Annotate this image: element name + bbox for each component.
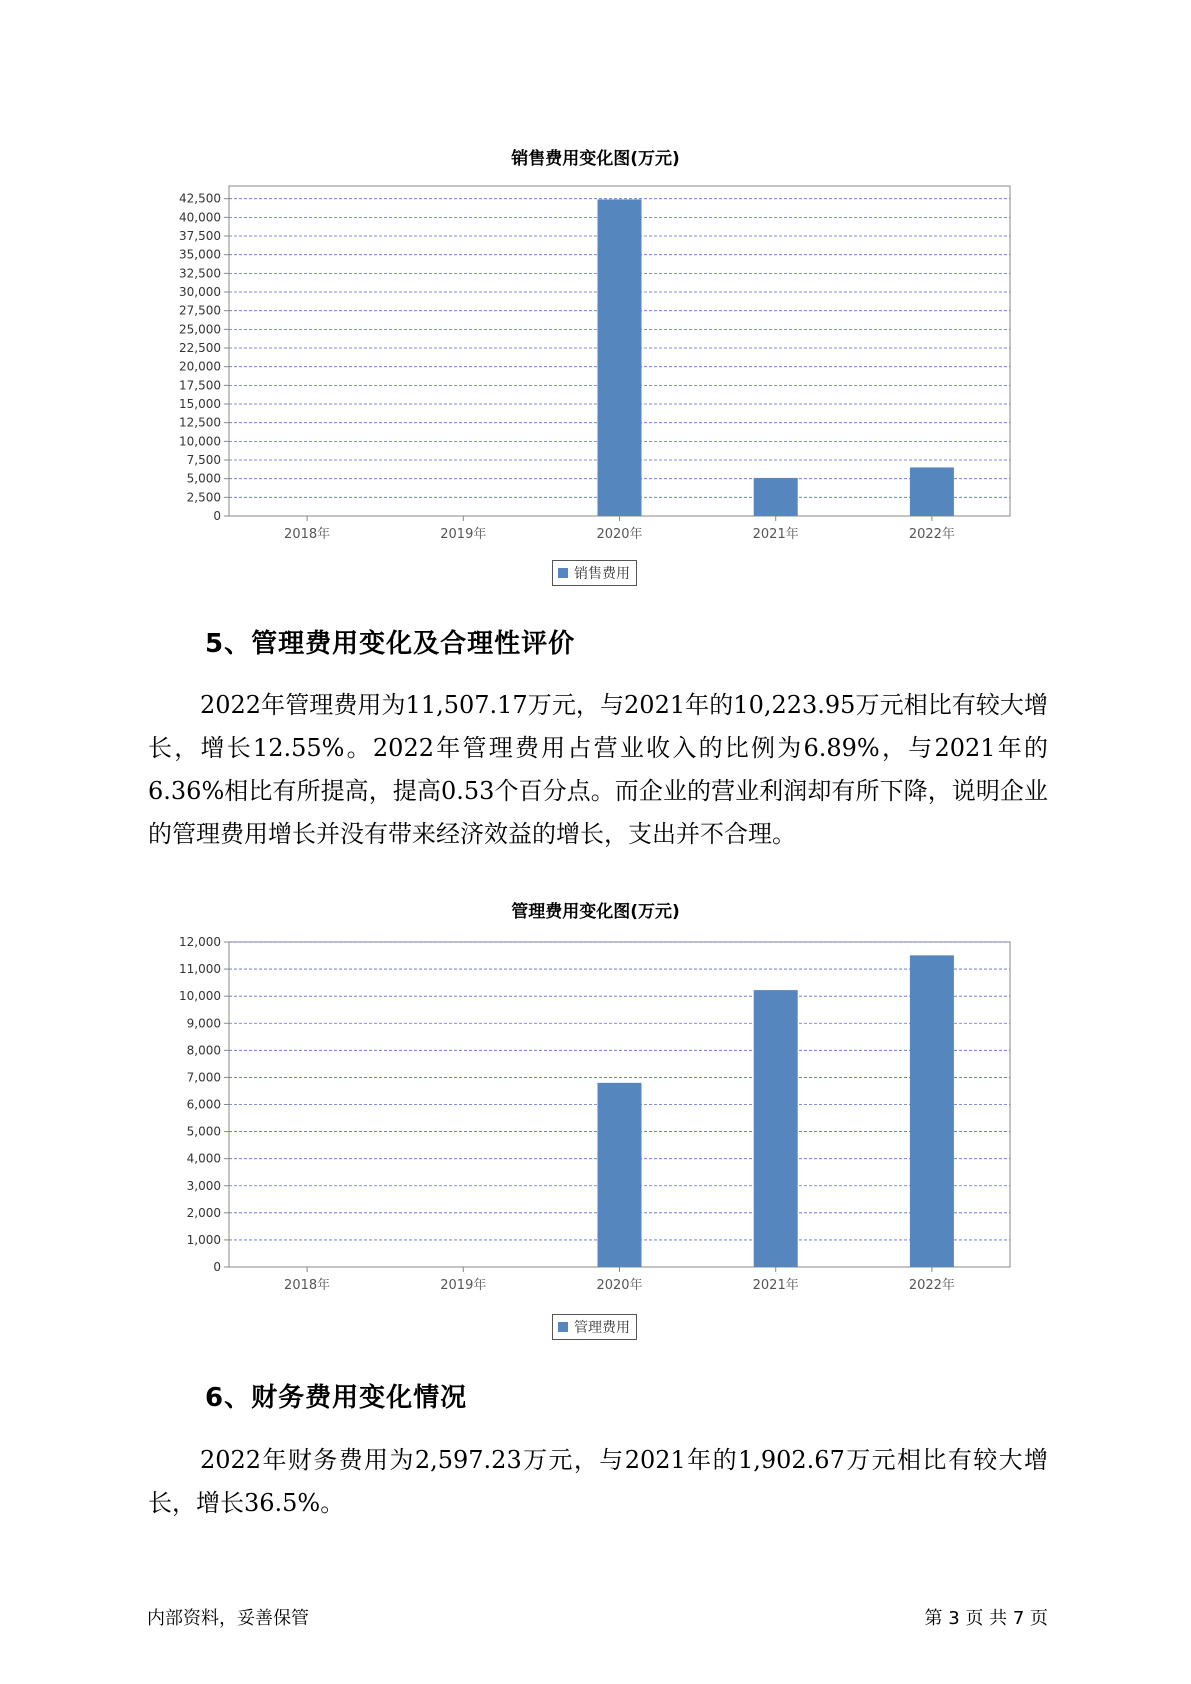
y-tick-label: 10,000 xyxy=(179,989,221,1004)
y-tick-label: 3,000 xyxy=(186,1178,221,1193)
y-tick-label: 42,500 xyxy=(179,191,221,206)
bar xyxy=(598,1083,642,1267)
x-tick-label: 2020年 xyxy=(596,527,643,540)
y-tick-label: 37,500 xyxy=(179,229,221,244)
y-tick-label: 25,000 xyxy=(179,322,221,337)
section-body-financial-expense: 2022年财务费用为2,597.23万元，与2021年的1,902.67万元相比有较大增长，增长36.5%。 xyxy=(148,1446,1048,1517)
y-tick-label: 30,000 xyxy=(179,285,221,300)
y-tick-label: 7,500 xyxy=(186,453,221,468)
bar xyxy=(910,467,954,516)
x-tick-label: 2018年 xyxy=(284,527,331,540)
y-tick-label: 10,000 xyxy=(179,434,221,449)
chart-legend-sales xyxy=(552,560,637,586)
chart-title-sales-expense: 销售费用变化图(万元) xyxy=(511,149,680,169)
x-tick-label: 2022年 xyxy=(908,527,955,540)
y-tick-label: 11,000 xyxy=(179,962,221,977)
bar xyxy=(598,199,642,516)
x-tick-label: 2021年 xyxy=(752,527,799,540)
x-tick-label: 2021年 xyxy=(752,1278,799,1291)
y-tick-label: 7,000 xyxy=(186,1070,221,1085)
y-tick-label: 4,000 xyxy=(186,1151,221,1166)
y-tick-label: 8,000 xyxy=(186,1043,221,1058)
y-tick-label: 12,000 xyxy=(179,935,221,949)
sales-expense-chart xyxy=(0,180,1191,540)
y-tick-label: 22,500 xyxy=(179,341,221,356)
y-tick-label: 0 xyxy=(213,509,221,523)
y-tick-label: 9,000 xyxy=(186,1016,221,1031)
y-tick-label: 35,000 xyxy=(179,247,221,262)
legend-swatch xyxy=(558,1322,568,1332)
legend-label: 销售费用 xyxy=(574,566,630,582)
y-tick-label: 5,000 xyxy=(186,471,221,486)
y-tick-label: 5,000 xyxy=(186,1124,221,1139)
x-tick-label: 2022年 xyxy=(908,1278,955,1291)
y-tick-label: 12,500 xyxy=(179,415,221,430)
section-heading-management-expense: 5、管理费用变化及合理性评价 xyxy=(205,629,576,659)
bar xyxy=(754,478,798,516)
management-expense-chart xyxy=(0,931,1191,1291)
bar xyxy=(754,990,798,1267)
y-tick-label: 32,500 xyxy=(179,266,221,281)
x-tick-label: 2018年 xyxy=(284,1278,331,1291)
bar xyxy=(910,955,954,1267)
chart-title-management-expense: 管理费用变化图(万元) xyxy=(511,902,680,922)
y-tick-label: 15,000 xyxy=(179,397,221,412)
legend-label: 管理费用 xyxy=(574,1320,630,1336)
y-tick-label: 17,500 xyxy=(179,378,221,393)
x-tick-label: 2019年 xyxy=(440,1278,487,1291)
footer-page-number: 第 3 页 共 7 页 xyxy=(924,1608,1048,1629)
section-body-management-expense: 2022年管理费用为11,507.17万元，与2021年的10,223.95万元相比有较大增长，增长12.55%。2022年管理费用占营业收入的比例为6.89%，与2021年的6.36%相比有所提高，提高0.53个百分点。而企业的营业利润却有所下降，说明企业的管理费用增长并没有带来经济效益的增长，支出并不合理。 xyxy=(148,691,1048,848)
x-tick-label: 2019年 xyxy=(440,527,487,540)
y-tick-label: 2,500 xyxy=(186,490,221,505)
chart-legend-management xyxy=(552,1314,637,1340)
x-tick-label: 2020年 xyxy=(596,1278,643,1291)
y-tick-label: 0 xyxy=(213,1260,221,1274)
y-tick-label: 6,000 xyxy=(186,1097,221,1112)
y-tick-label: 40,000 xyxy=(179,210,221,225)
y-tick-label: 2,000 xyxy=(186,1205,221,1220)
section-heading-financial-expense: 6、财务费用变化情况 xyxy=(205,1383,468,1413)
y-tick-label: 27,500 xyxy=(179,303,221,318)
footer-confidential-note: 内部资料，妥善保管 xyxy=(147,1608,309,1629)
legend-swatch xyxy=(558,568,568,578)
y-tick-label: 1,000 xyxy=(186,1232,221,1247)
y-tick-label: 20,000 xyxy=(179,359,221,374)
